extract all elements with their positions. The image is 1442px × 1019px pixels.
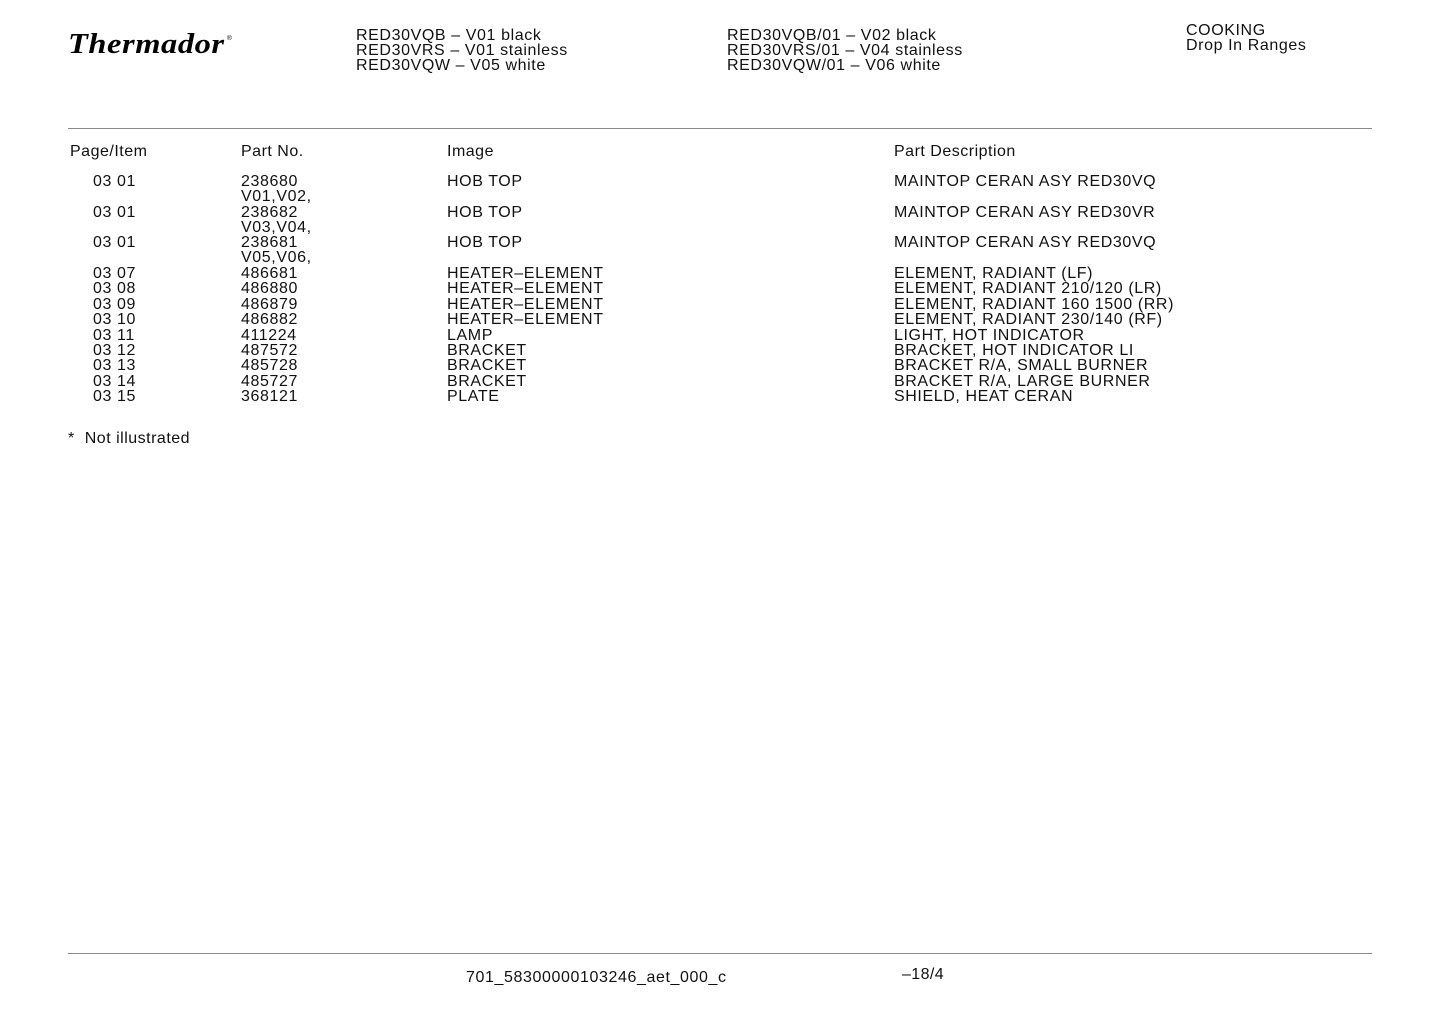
header-divider <box>68 128 1372 129</box>
part-number-cell: 368121 <box>241 388 298 406</box>
footnote <box>68 430 190 448</box>
table-row <box>0 281 1442 296</box>
description-cell: MAINTOP CERAN ASY RED30VQ <box>894 173 1157 190</box>
table-row <box>0 297 1442 312</box>
part-number-cell: 238681 <box>241 234 298 252</box>
parts-table <box>0 174 1442 405</box>
part-number-cell: 486681 <box>241 265 298 283</box>
model-line: RED30VQB/01 – V02 black <box>727 27 937 44</box>
document-code: 701_58300000103246_aet_000_c <box>466 969 727 986</box>
item-cell: 03 13 <box>93 357 137 375</box>
registered-mark: ® <box>226 36 233 42</box>
image-cell: BRACKET <box>447 372 527 390</box>
table-row <box>0 389 1442 404</box>
item-cell: 03 08 <box>93 280 137 298</box>
item-cell: 03 12 <box>93 342 137 360</box>
logo-text: Thermador <box>68 28 225 60</box>
table-row <box>0 174 1442 205</box>
description-cell: ELEMENT, RADIANT 230/140 (RF) <box>894 311 1163 329</box>
column-header-description: Part Description <box>894 143 1016 160</box>
item-cell: 03 11 <box>93 326 135 344</box>
part-number-cell: 485728 <box>241 357 298 375</box>
column-header-page-item: Page/Item <box>70 143 148 160</box>
table-row <box>0 374 1442 389</box>
footnote-text: Not illustrated <box>84 430 191 447</box>
part-variant-note: V05,V06, <box>241 249 312 267</box>
column-header-part-no: Part No. <box>241 143 304 160</box>
part-number-cell: 486879 <box>241 295 298 313</box>
page-number: –18/4 <box>902 966 945 983</box>
category-label: COOKING <box>1186 22 1266 39</box>
thermador-logo <box>68 28 232 61</box>
image-cell: PLATE <box>447 388 500 406</box>
image-cell: HEATER–ELEMENT <box>447 280 604 298</box>
image-cell: HEATER–ELEMENT <box>447 265 604 283</box>
item-cell: 03 09 <box>93 295 137 313</box>
model-line: RED30VQB – V01 black <box>356 27 542 44</box>
part-number-cell: 238682 <box>241 203 298 221</box>
category-block <box>1186 23 1306 53</box>
image-cell: BRACKET <box>447 342 527 360</box>
table-row <box>0 266 1442 281</box>
image-cell: HOB TOP <box>447 234 523 252</box>
part-variant-note: V03,V04, <box>241 218 312 236</box>
item-cell: 03 01 <box>93 234 137 252</box>
table-row <box>0 235 1442 266</box>
description-cell: BRACKET R/A, LARGE BURNER <box>894 372 1151 390</box>
column-header-image: Image <box>447 143 494 160</box>
part-variant-note: V01,V02, <box>241 188 312 205</box>
description-cell: MAINTOP CERAN ASY RED30VR <box>894 203 1156 221</box>
description-cell: ELEMENT, RADIANT (LF) <box>894 265 1093 283</box>
description-cell: ELEMENT, RADIANT 160 1500 (RR) <box>894 295 1175 313</box>
part-number-cell: 486880 <box>241 280 298 298</box>
footer-divider <box>68 953 1372 954</box>
table-row <box>0 358 1442 373</box>
description-cell: BRACKET, HOT INDICATOR LI <box>894 342 1134 360</box>
description-cell: ELEMENT, RADIANT 210/120 (LR) <box>894 280 1162 298</box>
item-cell: 03 10 <box>93 311 137 329</box>
item-cell: 03 01 <box>93 203 137 221</box>
footnote-marker: * <box>68 430 75 447</box>
item-cell: 03 01 <box>93 173 137 190</box>
description-cell: MAINTOP CERAN ASY RED30VQ <box>894 234 1157 252</box>
image-cell: HOB TOP <box>447 173 523 190</box>
part-number-cell: 238680 <box>241 173 298 190</box>
model-line: RED30VQW/01 – V06 white <box>727 57 941 74</box>
description-cell: BRACKET R/A, SMALL BURNER <box>894 357 1149 375</box>
description-cell: SHIELD, HEAT CERAN <box>894 388 1074 406</box>
table-row <box>0 312 1442 327</box>
model-line: RED30VRS/01 – V04 stainless <box>727 42 963 59</box>
item-cell: 03 15 <box>93 388 137 406</box>
part-number-cell: 486882 <box>241 311 298 329</box>
model-line: RED30VQW – V05 white <box>356 57 546 74</box>
image-cell: HEATER–ELEMENT <box>447 311 604 329</box>
image-cell: BRACKET <box>447 357 527 375</box>
model-line: RED30VRS – V01 stainless <box>356 42 568 59</box>
model-list-right <box>727 28 963 73</box>
table-row <box>0 343 1442 358</box>
image-cell: LAMP <box>447 326 493 344</box>
part-number-cell: 411224 <box>241 326 297 344</box>
part-number-cell: 487572 <box>241 342 298 360</box>
table-row <box>0 328 1442 343</box>
part-number-cell: 485727 <box>241 372 298 390</box>
image-cell: HOB TOP <box>447 203 523 221</box>
image-cell: HEATER–ELEMENT <box>447 295 604 313</box>
description-cell: LIGHT, HOT INDICATOR <box>894 326 1085 344</box>
item-cell: 03 07 <box>93 265 137 283</box>
model-list-left <box>356 28 568 73</box>
table-row <box>0 205 1442 236</box>
item-cell: 03 14 <box>93 372 137 390</box>
subcategory-label: Drop In Ranges <box>1186 37 1307 54</box>
